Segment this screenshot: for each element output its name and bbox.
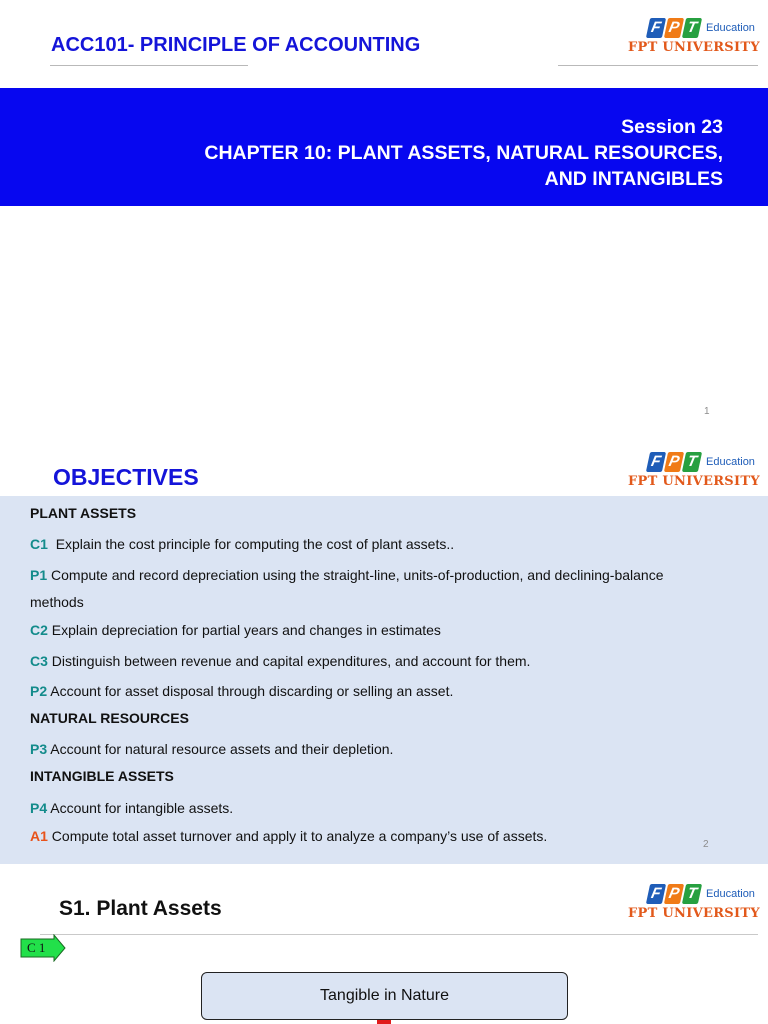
objective-item xyxy=(30,617,730,644)
page-number: 1 xyxy=(704,406,710,417)
logo-university-text: FPT UNIVERSITY xyxy=(628,906,760,921)
title-divider xyxy=(40,934,758,935)
objective-text: Distinguish between revenue and capital expenditures, and account for them. xyxy=(51,653,531,669)
objective-code: P3 xyxy=(30,741,48,757)
objective-text-continued: methods xyxy=(30,594,84,610)
fpt-logo xyxy=(628,884,758,934)
fpt-logo-icon: F P T xyxy=(648,884,700,904)
objective-code: C1 xyxy=(30,536,48,552)
objective-item xyxy=(30,531,730,558)
objective-text: Account for asset disposal through discarding or selling an asset. xyxy=(50,683,454,699)
fpt-logo xyxy=(628,452,758,502)
objective-item xyxy=(30,678,730,705)
course-title: ACC101- PRINCIPLE OF ACCOUNTING xyxy=(51,34,421,56)
slide-1 xyxy=(0,0,768,432)
objective-text: Compute total asset turnover and apply it to analyze a company’s use of assets. xyxy=(51,828,548,844)
fpt-logo-icon: F P T xyxy=(648,452,700,472)
logo-university-text: FPT UNIVERSITY xyxy=(628,40,760,55)
connector-arrow xyxy=(377,1020,391,1024)
fpt-logo-icon: F P T xyxy=(648,18,700,38)
section-heading-plant-assets: PLANT ASSETS xyxy=(30,505,137,521)
logo-education-text: Education xyxy=(706,22,755,34)
chapter-banner xyxy=(0,88,768,206)
fpt-logo xyxy=(628,18,758,68)
objectives-title: OBJECTIVES xyxy=(53,464,199,490)
slide-2 xyxy=(0,432,768,864)
objective-text: Explain the cost principle for computing the cost of plant assets.. xyxy=(55,536,455,552)
chapter-title-line2: AND INTANGIBLES xyxy=(544,168,723,190)
chapter-title-line1: CHAPTER 10: PLANT ASSETS, NATURAL RESOURCES, xyxy=(204,142,723,164)
objective-code: C2 xyxy=(30,622,48,638)
objective-item xyxy=(30,823,730,850)
objective-text: Account for natural resource assets and their depletion. xyxy=(50,741,394,757)
objective-text: Explain depreciation for partial years and changes in estimates xyxy=(51,622,441,638)
logo-education-text: Education xyxy=(706,456,755,468)
objective-text: Compute and record depreciation using the straight-line, units-of-production, and declining-balance xyxy=(51,567,664,583)
objective-code: P2 xyxy=(30,683,48,699)
section-title: S1. Plant Assets xyxy=(59,897,222,920)
objectives-panel xyxy=(0,496,768,864)
objective-tag xyxy=(20,934,66,962)
objective-item xyxy=(30,648,730,675)
slide-3 xyxy=(0,864,768,1024)
tangible-in-nature-box: Tangible in Nature xyxy=(201,972,568,1020)
logo-education-text: Education xyxy=(706,888,755,900)
objective-item xyxy=(30,736,730,763)
objective-item xyxy=(30,562,730,589)
session-label: Session 23 xyxy=(621,116,723,138)
page-number: 2 xyxy=(703,839,709,850)
objective-tag-label: C 1 xyxy=(27,940,46,955)
objective-item xyxy=(30,795,730,822)
section-heading-intangible-assets: INTANGIBLE ASSETS xyxy=(30,768,174,784)
section-heading-natural-resources: NATURAL RESOURCES xyxy=(30,710,189,726)
objective-code: P1 xyxy=(30,567,48,583)
title-divider xyxy=(50,65,248,66)
objective-code: P4 xyxy=(30,800,48,816)
objective-code: C3 xyxy=(30,653,48,669)
objective-code: A1 xyxy=(30,828,48,844)
logo-university-text: FPT UNIVERSITY xyxy=(628,474,760,489)
objective-text: Account for intangible assets. xyxy=(50,800,234,816)
